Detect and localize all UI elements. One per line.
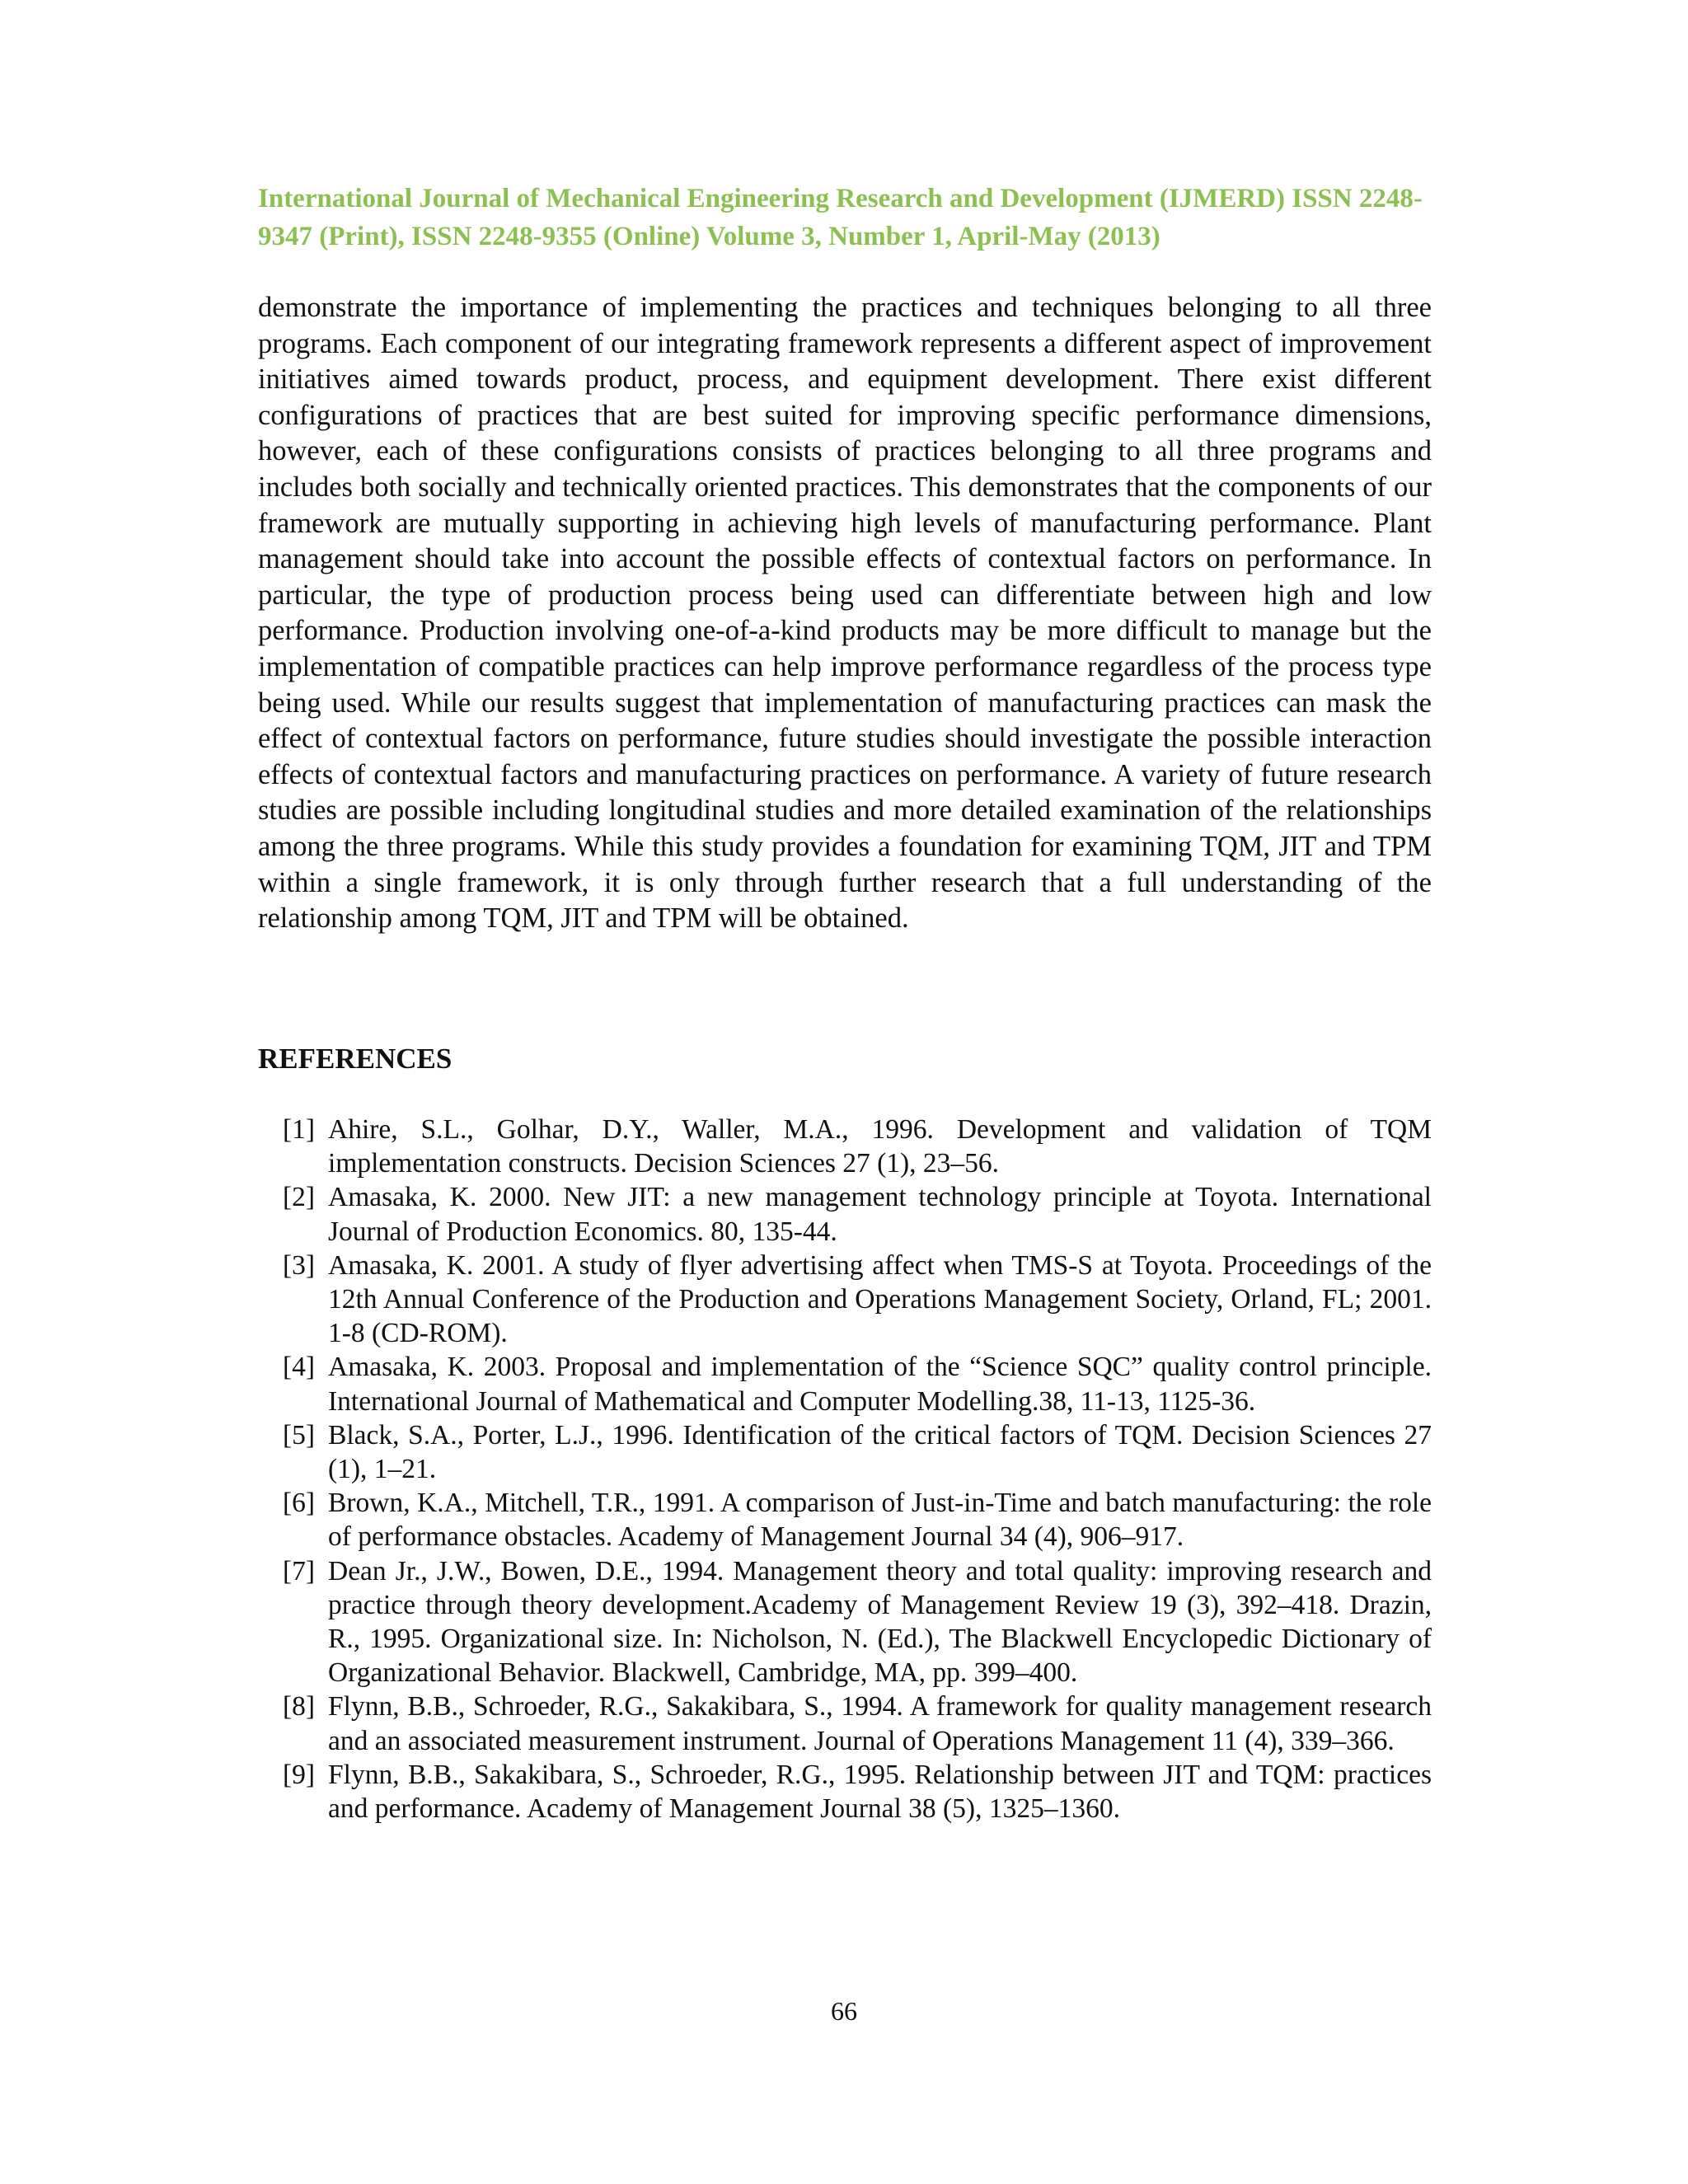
reference-item	[283, 1690, 1432, 1757]
reference-number: [4]	[283, 1352, 316, 1383]
reference-item	[283, 1554, 1432, 1690]
reference-item	[283, 1180, 1432, 1248]
reference-text: Black, S.A., Porter, L.J., 1996. Identification of the critical factors of TQM. Decision Sciences 27 (1), 1–21.	[328, 1419, 1432, 1485]
reference-number: [9]	[283, 1759, 316, 1790]
reference-item	[283, 1758, 1432, 1825]
reference-item	[283, 1486, 1432, 1554]
reference-text: Flynn, B.B., Sakakibara, S., Schroeder, R.G., 1995. Relationship between JIT and TQM: practices and performance. Academy of Management Journal 38 (5), 1325–1360.	[328, 1759, 1432, 1825]
reference-text: Amasaka, K. 2000. New JIT: a new management technology principle at Toyota. International Journal of Production Economics. 80, 135-44.	[328, 1182, 1432, 1247]
reference-number: [3]	[283, 1249, 316, 1281]
reference-text: Brown, K.A., Mitchell, T.R., 1991. A comparison of Just-in-Time and batch manufacturing: the role of performance obstacles. Academy of Management Journal 34 (4), 906–917.	[328, 1488, 1432, 1553]
reference-number: [7]	[283, 1555, 316, 1586]
reference-text: Ahire, S.L., Golhar, D.Y., Waller, M.A., 1996. Development and validation of TQM implementation constructs. Decision Sciences 27 (1), 23–56.	[328, 1114, 1432, 1179]
reference-number: [6]	[283, 1488, 316, 1519]
reference-item	[283, 1249, 1432, 1351]
references-list	[283, 1113, 1432, 1825]
references-heading: REFERENCES	[258, 1043, 452, 1075]
reference-number: [8]	[283, 1691, 316, 1722]
reference-number: [2]	[283, 1182, 316, 1213]
reference-text: Flynn, B.B., Schroeder, R.G., Sakakibara, S., 1994. A framework for quality management research and an associated measurement instrument. Journal of Operations Management 11 (4), 339–366.	[328, 1691, 1432, 1756]
reference-number: [5]	[283, 1419, 316, 1451]
reference-item	[283, 1418, 1432, 1486]
reference-text: Amasaka, K. 2001. A study of flyer advertising affect when TMS-S at Toyota. Proceedings of the 12th Annual Conference of the Production and Operations Management Society, Orland, FL; 2001. 1-8 (CD-ROM).	[328, 1249, 1432, 1349]
reference-text: Dean Jr., J.W., Bowen, D.E., 1994. Management theory and total quality: improving research and practice through theory development.Academy of Management Review 19 (3), 392–418. Drazin, R., 1995. Organizational size. In: Nicholson, N. (Ed.), The Blackwell Encyclopedic Dictionary of Organizational Behavior. Blackwell, Cambridge, MA, pp. 399–400.	[328, 1555, 1432, 1689]
reference-item	[283, 1113, 1432, 1180]
reference-number: [1]	[283, 1114, 316, 1145]
journal-header: International Journal of Mechanical Engineering Research and Development (IJMERD) ISSN 2248-9347 (Print), ISSN 2248-9355 (Online) Volume 3, Number 1, April-May (2013)	[258, 184, 1423, 251]
page-number: 66	[831, 1996, 857, 2026]
reference-text: Amasaka, K. 2003. Proposal and implementation of the “Science SQC” quality control principle. International Journal of Mathematical and Computer Modelling.38, 11-13, 1125-36.	[328, 1352, 1432, 1417]
body-paragraph: demonstrate the importance of implementing the practices and techniques belonging to all three programs. Each component of our integrating framework represents a different aspect of improvement initiatives aimed towards product, process, and equipment development. There exist different configurations of practices that are best suited for improving specific performance dimensions, however, each of these configurations consists of practices belonging to all three programs and includes both socially and technically oriented practices. This demonstrates that the components of our framework are mutually supporting in achieving high levels of manufacturing performance. Plant management should take into account the possible effects of contextual factors on performance. In particular, the type of production process being used can differentiate between high and low performance. Production involving one-of-a-kind products may be more difficult to manage but the implementation of compatible practices can help improve performance regardless of the process type being used. While our results suggest that implementation of manufacturing practices can mask the effect of contextual factors on performance, future studies should investigate the possible interaction effects of contextual factors and manufacturing practices on performance. A variety of future research studies are possible including longitudinal studies and more detailed examination of the relationships among the three programs. While this study provides a foundation for examining TQM, JIT and TPM within a single framework, it is only through further research that a full understanding of the relationship among TQM, JIT and TPM will be obtained.	[258, 292, 1432, 935]
reference-item	[283, 1350, 1432, 1418]
